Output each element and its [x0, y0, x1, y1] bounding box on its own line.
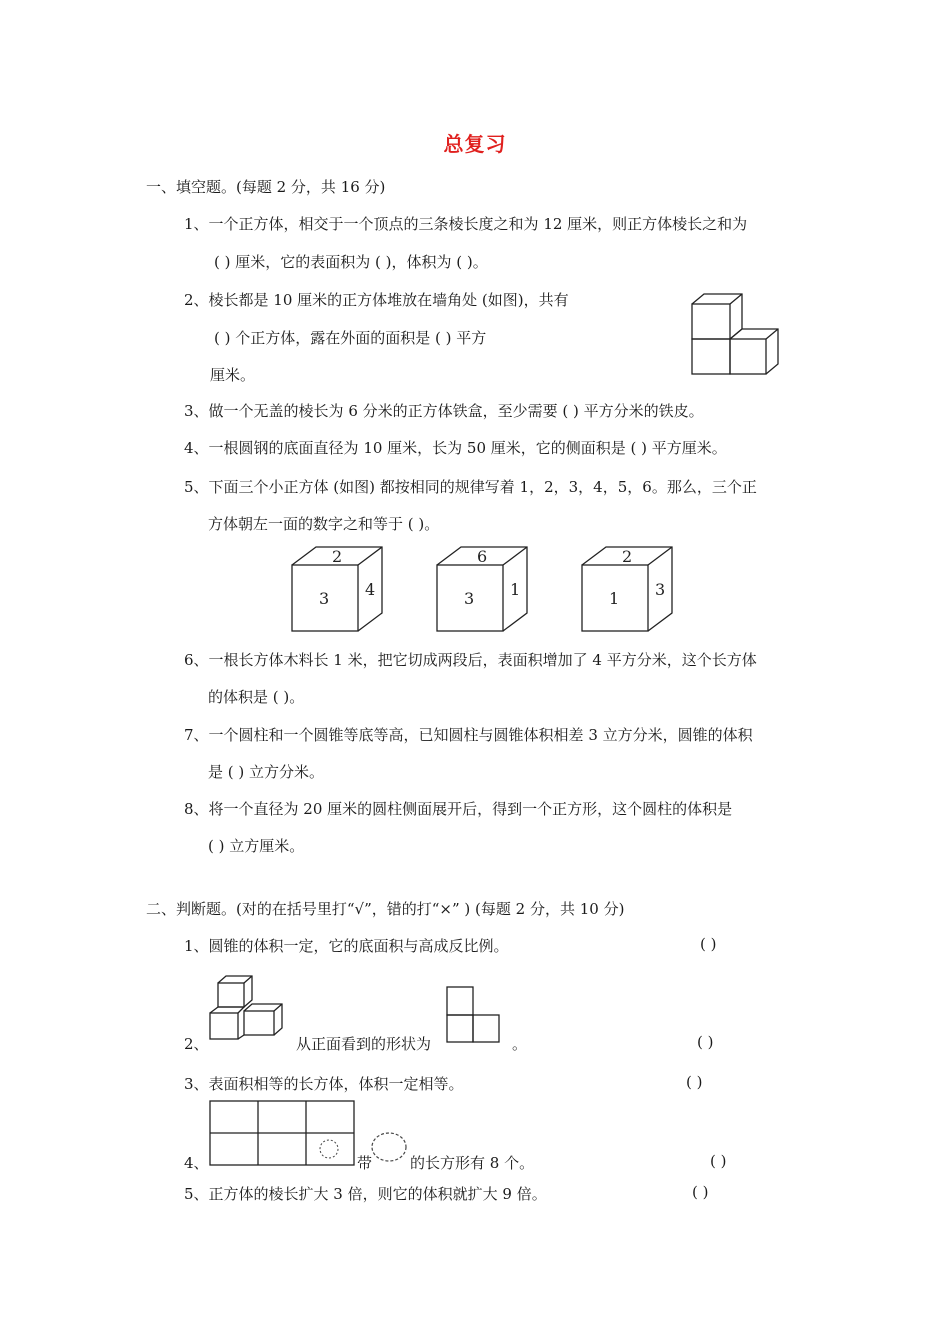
j2-number: 2、 — [184, 1035, 209, 1053]
die-1-top: 2 — [332, 547, 343, 566]
q6-line2: 的体积是 ( )。 — [208, 688, 305, 706]
die-3-side: 3 — [655, 580, 666, 599]
die-3-top: 2 — [622, 547, 633, 566]
q1-line2: ( ) 厘米，它的表面积为 ( )，体积为 ( )。 — [214, 253, 488, 271]
die-1-front: 3 — [319, 589, 330, 608]
j2-text: 从正面看到的形状为 — [296, 1035, 432, 1053]
j4-number: 4、 — [184, 1154, 209, 1172]
j3: 3、表面积相等的长方体，体积一定相等。 — [184, 1075, 464, 1093]
die-3 — [582, 545, 674, 635]
q1-line1: 1、一个正方体，相交于一个顶点的三条棱长度之和为 12 厘米，则正方体棱长之和为 — [184, 215, 748, 233]
die-2-side: 1 — [510, 580, 521, 599]
j2-cubes-figure — [208, 973, 288, 1045]
q2-line1: 2、棱长都是 10 厘米的正方体堆放在墙角处 (如图)，共有 — [184, 291, 569, 309]
q3: 3、做一个无盖的棱长为 6 分米的正方体铁盒，至少需要 ( ) 平方分米的铁皮。 — [184, 402, 704, 420]
q4: 4、一根圆钢的底面直径为 10 厘米，长为 50 厘米，它的侧面积是 ( ) 平方厘米。 — [184, 439, 727, 457]
dashed-circle-icon — [370, 1130, 410, 1166]
q8-line2: ( ) 立方厘米。 — [208, 837, 305, 855]
j1: 1、圆锥的体积一定，它的底面积与高成反比例。 — [184, 937, 509, 955]
die-2-front: 3 — [464, 589, 475, 608]
j1-answer-paren: ( ) — [700, 935, 717, 953]
q2-line3: 厘米。 — [210, 366, 256, 384]
j4-grid-figure — [209, 1100, 357, 1168]
q5-line2: 方体朝左一面的数字之和等于 ( )。 — [208, 515, 440, 533]
die-1-side: 4 — [365, 580, 376, 599]
q7-line1: 7、一个圆柱和一个圆锥等底等高，已知圆柱与圆锥体积相差 3 立方分米，圆锥的体积 — [184, 726, 753, 744]
j2-answer-paren: ( ) — [697, 1033, 714, 1051]
j2-front-view-figure — [446, 986, 502, 1044]
j4-text2: 的长方形有 8 个。 — [410, 1154, 535, 1172]
page-title: 总复习 — [443, 132, 507, 156]
q2-line2: ( ) 个正方体，露在外面的面积是 ( ) 平方 — [214, 329, 487, 347]
die-3-front: 1 — [609, 589, 620, 608]
section2-heading: 二、判断题。(对的在括号里打“√”，错的打“×” ) (每题 2 分，共 10 分) — [146, 900, 625, 918]
die-2 — [437, 545, 529, 635]
q8-line1: 8、将一个直径为 20 厘米的圆柱侧面展开后，得到一个正方形，这个圆柱的体积是 — [184, 800, 733, 818]
corner-cubes-figure — [690, 292, 780, 377]
die-1 — [292, 545, 384, 635]
j5-answer-paren: ( ) — [692, 1183, 709, 1201]
q6-line1: 6、一根长方体木料长 1 米，把它切成两段后，表面积增加了 4 平方分米，这个长方体 — [184, 651, 757, 669]
q7-line2: 是 ( ) 立方分米。 — [208, 763, 325, 781]
die-2-top: 6 — [477, 547, 488, 566]
j5: 5、正方体的棱长扩大 3 倍，则它的体积就扩大 9 倍。 — [184, 1185, 547, 1203]
j3-answer-paren: ( ) — [686, 1073, 703, 1091]
j2-end: 。 — [512, 1035, 528, 1053]
q5-line1: 5、下面三个小正方体 (如图) 都按相同的规律写着 1，2，3，4，5，6。那么，三个正 — [184, 478, 757, 496]
j4-answer-paren: ( ) — [710, 1152, 727, 1170]
j4-text1: 带 — [357, 1154, 373, 1172]
section1-heading: 一、填空题。(每题 2 分，共 16 分) — [146, 178, 386, 196]
